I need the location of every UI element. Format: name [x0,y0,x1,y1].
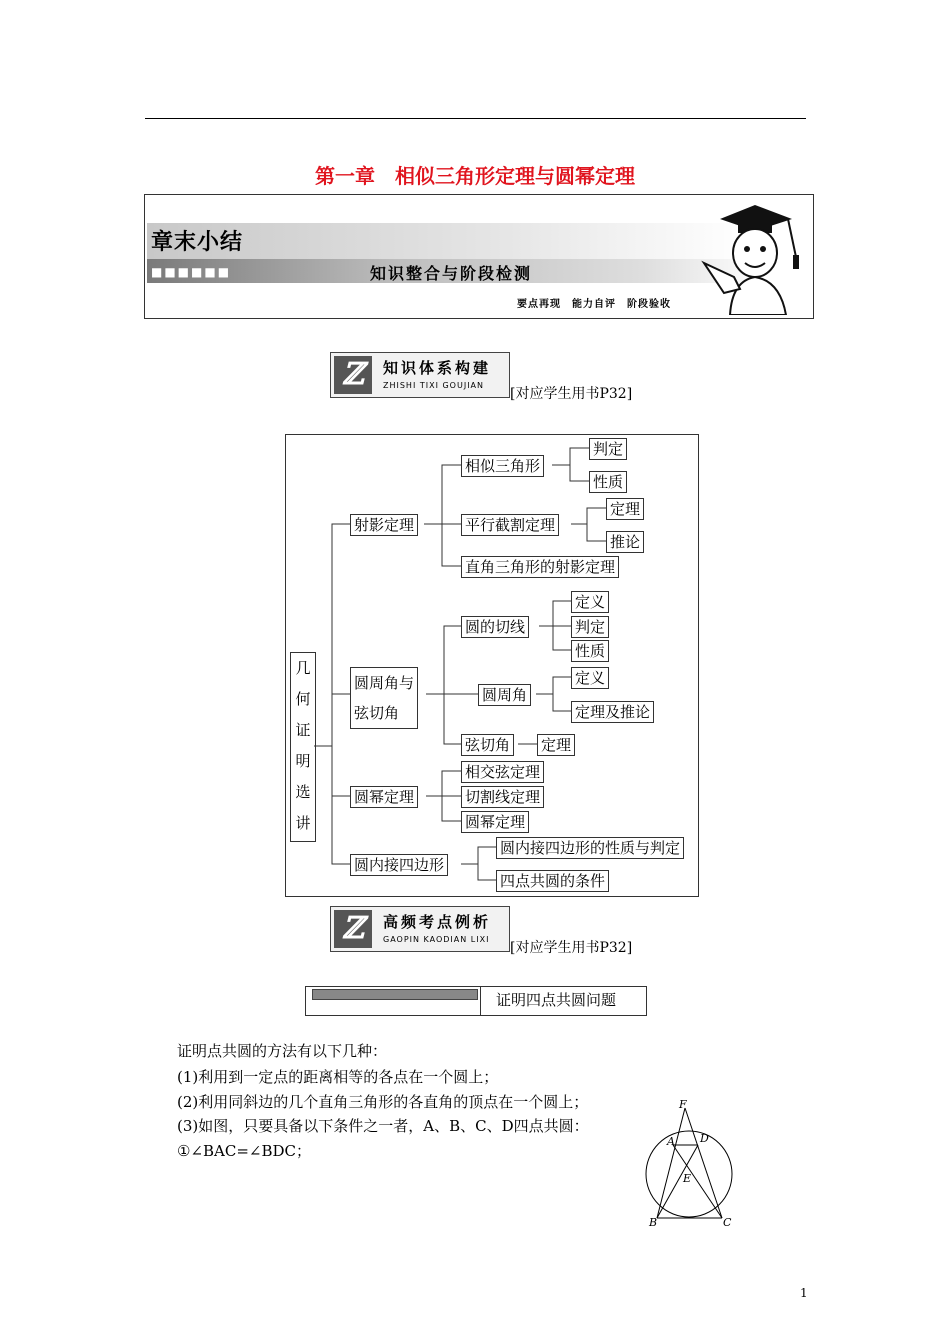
node-property-2: 性质 [571,640,609,662]
page-number: 1 [800,1286,808,1300]
banner-squares: ■■■■■■ [151,265,232,279]
node-right-triangle-projection: 直角三角形的射影定理 [461,556,619,578]
figure-label-E: E [683,1172,692,1185]
figure-label-B: B [649,1216,658,1229]
node-property-1: 性质 [589,471,627,493]
node-chord-tangent-angle: 弦切角 [461,734,514,756]
node-judge-2: 判定 [571,616,609,638]
node-theorem-2: 定理 [537,734,575,756]
section-title: 知识体系构建 [383,359,492,377]
concyclic-figure [640,1095,740,1230]
section-badge-analysis [330,906,510,952]
banner-tagline: 要点再现 能力自评 阶段验收 [517,299,671,310]
node-similar-triangles: 相似三角形 [461,455,544,477]
topic-title: 证明四点共圆问题 [496,991,617,1009]
section-reference: [对应学生用书P32] [510,940,633,956]
node-angles-line1: 圆周角与 [354,674,415,692]
figure-label-A: A [667,1135,675,1148]
node-theorem-corollary: 定理及推论 [571,701,654,723]
tree-root-char: 几 [295,659,311,677]
section-reference: [对应学生用书P32] [510,386,633,402]
section-title: 高频考点例析 [383,913,492,931]
node-definition-1: 定义 [571,591,609,613]
node-cyclic-quad: 圆内接四边形 [350,854,448,876]
banner-subheading: 知识整合与阶段检测 [370,264,533,283]
node-power-theorem: 圆幂定理 [350,786,418,808]
chapter-title: 第一章 相似三角形定理与圆幂定理 [315,164,635,188]
node-secant-tangent: 切割线定理 [461,786,544,808]
body-paragraph: 证明点共圆的方法有以下几种： [177,1042,388,1060]
node-judge-1: 判定 [589,438,627,460]
topic-tag [305,986,647,1016]
node-concyclic-conditions: 四点共圆的条件 [496,870,609,892]
body-paragraph: (3)如图，只要具备以下条件之一者，A、B、C、D四点共圆： [177,1117,589,1135]
banner-heading: 章末小结 [151,230,244,255]
node-tangent-line: 圆的切线 [461,616,529,638]
node-angles [350,667,418,729]
node-inscribed-angle: 圆周角 [478,684,531,706]
tree-root-char: 证 [295,721,311,739]
section-pinyin: ZHISHI TIXI GOUJIAN [383,381,485,390]
tree-root-box [290,652,316,842]
tree-root-char: 选 [295,783,311,801]
node-theorem-1: 定理 [606,498,644,520]
section-pinyin: GAOPIN KAODIAN LIXI [383,935,490,944]
body-paragraph: ①∠BAC=∠BDC； [177,1142,312,1160]
tree-root-char: 何 [295,690,311,708]
tree-root-char: 明 [295,752,311,770]
topic-tag-marker [312,989,478,1000]
node-power-theorem-2: 圆幂定理 [461,811,529,833]
node-intersecting-chords: 相交弦定理 [461,761,544,783]
node-parallel-theorem: 平行截割定理 [461,514,559,536]
node-definition-2: 定义 [571,667,609,689]
figure-label-D: D [700,1132,709,1145]
node-shadow-theorem: 射影定理 [350,514,418,536]
tree-root-char: 讲 [295,814,311,832]
section-logo-icon: ℤ [334,910,372,948]
node-cyclic-quad-props: 圆内接四边形的性质与判定 [496,837,684,859]
body-paragraph: (1)利用到一定点的距离相等的各点在一个圆上； [177,1068,499,1086]
figure-label-C: C [723,1216,732,1229]
topic-tag-divider [480,987,481,1015]
figure-label-F: F [679,1098,687,1111]
section-logo-icon: ℤ [334,356,372,394]
node-angles-line2: 弦切角 [354,704,400,722]
node-corollary: 推论 [606,531,644,553]
body-paragraph: (2)利用同斜边的几个直角三角形的各直角的顶点在一个圆上； [177,1093,589,1111]
